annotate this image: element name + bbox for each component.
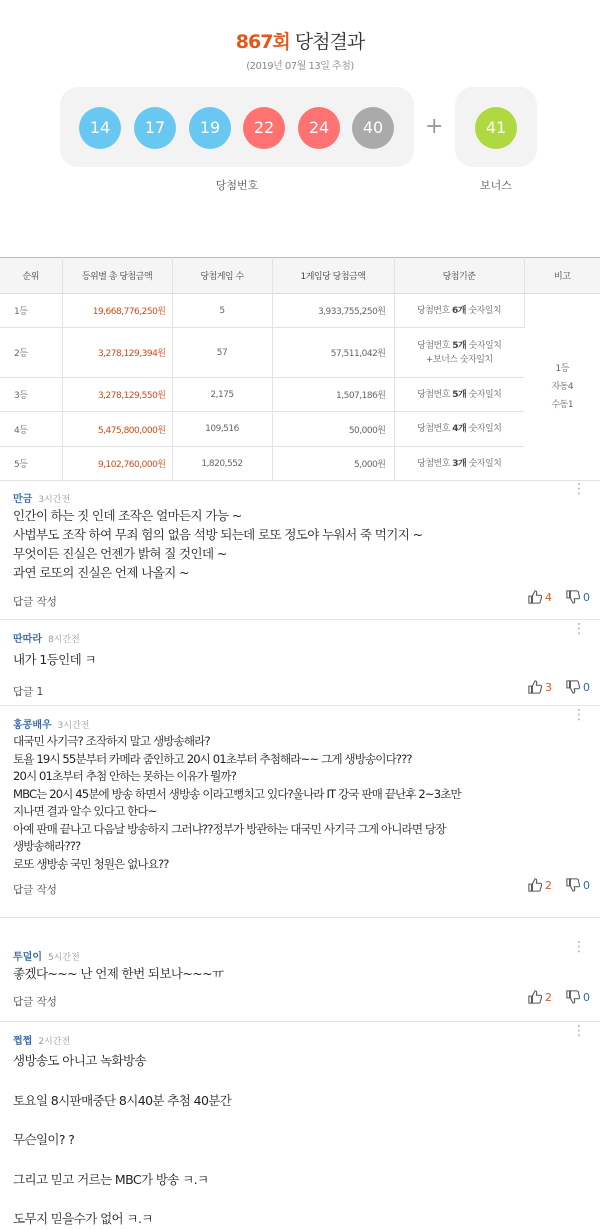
thumbs-down-icon[interactable] bbox=[566, 590, 580, 604]
upvote-count: 2 bbox=[545, 879, 552, 892]
vote-buttons bbox=[528, 990, 590, 1004]
reply-button[interactable]: 답글 작성 bbox=[13, 882, 57, 897]
thumbs-up-icon[interactable] bbox=[528, 590, 542, 604]
criteria-bonus-text: +보너스 숫자일치 bbox=[426, 355, 493, 365]
draw-result-section bbox=[0, 0, 600, 230]
winning-numbers-label: 당첨번호 bbox=[60, 177, 414, 193]
draw-title bbox=[0, 27, 600, 54]
table-row bbox=[0, 328, 600, 378]
comment-author[interactable]: 딴따라 bbox=[13, 634, 42, 645]
criteria-cell bbox=[394, 328, 524, 378]
per-game-prize-cell: 1,507,186원 bbox=[272, 378, 394, 412]
upvote-count: 3 bbox=[545, 681, 552, 694]
note-line: 자동4 bbox=[525, 378, 600, 396]
table-row bbox=[0, 378, 600, 412]
draw-title-suffix: 당첨결과 bbox=[290, 31, 364, 53]
comment-item bbox=[0, 480, 600, 620]
table-row bbox=[0, 447, 600, 481]
total-prize-cell: 5,475,800,000원 bbox=[62, 412, 172, 447]
winner-count-cell: 1,820,552 bbox=[172, 447, 272, 481]
winning-ball: 14 bbox=[79, 107, 121, 149]
more-options-icon[interactable]: ⋮ bbox=[572, 712, 578, 718]
criteria-text: 당첨번호 bbox=[417, 424, 452, 434]
prize-table bbox=[0, 257, 600, 481]
vote-buttons bbox=[528, 878, 590, 892]
downvote-count: 0 bbox=[583, 681, 590, 694]
criteria-text: 숫자일치 bbox=[466, 306, 501, 316]
table-row bbox=[0, 294, 600, 328]
comment-item bbox=[0, 620, 600, 706]
comment-item bbox=[0, 938, 600, 1022]
comment-header bbox=[13, 1032, 70, 1047]
comment-time: 3시간전 bbox=[58, 721, 90, 731]
criteria-count: 5개 bbox=[452, 390, 466, 400]
comment-header bbox=[13, 490, 70, 505]
rank-cell: 4등 bbox=[0, 412, 62, 447]
downvote-count: 0 bbox=[583, 879, 590, 892]
winning-ball: 40 bbox=[352, 107, 394, 149]
thumbs-up-icon[interactable] bbox=[528, 878, 542, 892]
criteria-text: 당첨번호 bbox=[417, 390, 452, 400]
comment-time: 3시간전 bbox=[38, 495, 70, 505]
note-line: 수동1 bbox=[525, 396, 600, 414]
vote-buttons bbox=[528, 590, 590, 604]
downvote-count: 0 bbox=[583, 991, 590, 1004]
draw-date: (2019년 07월 13일 추첨) bbox=[0, 57, 600, 72]
note-cell bbox=[524, 294, 600, 481]
table-row bbox=[0, 412, 600, 447]
column-header: 등위별 총 당첨금액 bbox=[62, 258, 172, 294]
comment-author[interactable]: 투덜이 bbox=[13, 952, 42, 963]
more-options-icon[interactable]: ⋮ bbox=[572, 1028, 578, 1034]
per-game-prize-cell: 3,933,755,250원 bbox=[272, 294, 394, 328]
total-prize-cell: 3,278,129,550원 bbox=[62, 378, 172, 412]
criteria-cell bbox=[394, 447, 524, 481]
comment-body: 내가 1등인데 ㅋ bbox=[13, 650, 573, 669]
more-options-icon[interactable]: ⋮ bbox=[572, 486, 578, 492]
bonus-ball: 41 bbox=[475, 107, 517, 149]
comment-header bbox=[13, 630, 80, 645]
criteria-text: 숫자일치 bbox=[466, 424, 501, 434]
thumbs-down-icon[interactable] bbox=[566, 680, 580, 694]
comment-time: 8시간전 bbox=[48, 635, 80, 645]
criteria-count: 4개 bbox=[452, 424, 466, 434]
per-game-prize-cell: 5,000원 bbox=[272, 447, 394, 481]
comment-body: 좋겠다~~~ 난 언제 한번 되보나~~~ㅠ bbox=[13, 964, 573, 983]
thumbs-down-icon[interactable] bbox=[566, 878, 580, 892]
reply-button[interactable]: 답글 1 bbox=[13, 684, 43, 699]
criteria-text: 숫자일치 bbox=[466, 390, 501, 400]
winning-ball: 19 bbox=[189, 107, 231, 149]
rank-cell: 5등 bbox=[0, 447, 62, 481]
comment-author[interactable]: 홍콩배우 bbox=[13, 720, 52, 731]
winner-count-cell: 5 bbox=[172, 294, 272, 328]
comment-time: 2시간전 bbox=[38, 1037, 70, 1047]
comment-body: 생방송도 아니고 녹화방송 토요일 8시판매중단 8시40분 추첨 40분간 무슨일이? ? 그리고 믿고 거르는 MBC가 방송 ㅋ.ㅋ 도무지 믿을수가 없어 ㅋ.ㅋ bbox=[13, 1051, 573, 1229]
column-header: 당첨기준 bbox=[394, 258, 524, 294]
per-game-prize-cell: 57,511,042원 bbox=[272, 328, 394, 378]
winner-count-cell: 109,516 bbox=[172, 412, 272, 447]
total-prize-cell: 9,102,760,000원 bbox=[62, 447, 172, 481]
winner-count-cell: 57 bbox=[172, 328, 272, 378]
comment-author[interactable]: 쩝쩝 bbox=[13, 1036, 32, 1047]
thumbs-up-icon[interactable] bbox=[528, 990, 542, 1004]
per-game-prize-cell: 50,000원 bbox=[272, 412, 394, 447]
bonus-label: 보너스 bbox=[455, 177, 537, 193]
criteria-text: 당첨번호 bbox=[417, 306, 452, 316]
criteria-count: 3개 bbox=[452, 459, 466, 469]
column-header: 순위 bbox=[0, 258, 62, 294]
draw-round: 867회 bbox=[236, 31, 290, 53]
table-header-row bbox=[0, 258, 600, 294]
column-header: 당첨게임 수 bbox=[172, 258, 272, 294]
thumbs-up-icon[interactable] bbox=[528, 680, 542, 694]
criteria-text: 당첨번호 bbox=[417, 459, 452, 469]
winning-ball: 17 bbox=[134, 107, 176, 149]
winning-ball: 24 bbox=[298, 107, 340, 149]
downvote-count: 0 bbox=[583, 591, 590, 604]
reply-button[interactable]: 답글 작성 bbox=[13, 594, 57, 609]
criteria-count: 5개 bbox=[452, 341, 466, 351]
comment-author[interactable]: 만금 bbox=[13, 494, 32, 505]
comment-header bbox=[13, 716, 89, 731]
comment-item bbox=[0, 706, 600, 918]
upvote-count: 2 bbox=[545, 991, 552, 1004]
reply-button[interactable]: 답글 작성 bbox=[13, 994, 57, 1009]
more-options-icon[interactable]: ⋮ bbox=[572, 626, 578, 632]
total-prize-cell: 3,278,129,394원 bbox=[62, 328, 172, 378]
rank-cell: 3등 bbox=[0, 378, 62, 412]
plus-icon: + bbox=[425, 114, 443, 139]
comment-body: 대국민 사기극? 조작하지 말고 생방송해라? 토욜 19시 55분부터 카메라 줌인하고 20시 01초부터 추첨해라~~ 그게 생방송이다??? 20시 01초부터 추첨 안하는 못하는 이유가 뭘까? MBC는 20시 45분에 방송 하면서 생방송 이라고뻥치고 있다?울나라 IT 강국 판매 끝난후 2~3초만 지나면 결과 알수 있다고 한다~ 아예 판매 끝나고 다음날 방송하지 그러냐??정부가 방관하는 대국민 사기극 그게 아니라면 당장 생방송해라??? 로또 생방송 국민 청원은 없나요?? bbox=[13, 733, 593, 873]
winning-ball: 22 bbox=[243, 107, 285, 149]
comment-header bbox=[13, 948, 80, 963]
total-prize-cell: 19,668,776,250원 bbox=[62, 294, 172, 328]
vote-buttons bbox=[528, 680, 590, 694]
comment-time: 5시간전 bbox=[48, 953, 80, 963]
criteria-text: 숫자일치 bbox=[466, 459, 501, 469]
criteria-cell bbox=[394, 378, 524, 412]
upvote-count: 4 bbox=[545, 591, 552, 604]
criteria-text: 숫자일치 bbox=[466, 341, 501, 351]
criteria-cell bbox=[394, 412, 524, 447]
note-line: 1등 bbox=[525, 360, 600, 378]
more-options-icon[interactable]: ⋮ bbox=[572, 944, 578, 950]
criteria-count: 6개 bbox=[452, 306, 466, 316]
rank-cell: 2등 bbox=[0, 328, 62, 378]
comment-item bbox=[0, 1022, 600, 1210]
rank-cell: 1등 bbox=[0, 294, 62, 328]
criteria-text: 당첨번호 bbox=[417, 341, 452, 351]
column-header: 비고 bbox=[524, 258, 600, 294]
criteria-cell bbox=[394, 294, 524, 328]
thumbs-down-icon[interactable] bbox=[566, 990, 580, 1004]
comment-body: 인간이 하는 짓 인데 조작은 얼마든지 가능 ~ 사법부도 조작 하여 무죄 험의 없음 석방 되는데 로또 정도야 누워서 죽 먹기지 ~ 무엇이든 진실은 언젠가 밝혀 질 것인데 ~ 과연 로또의 진실은 언제 나올지 ~ bbox=[13, 506, 573, 582]
winner-count-cell: 2,175 bbox=[172, 378, 272, 412]
column-header: 1게임당 당첨금액 bbox=[272, 258, 394, 294]
